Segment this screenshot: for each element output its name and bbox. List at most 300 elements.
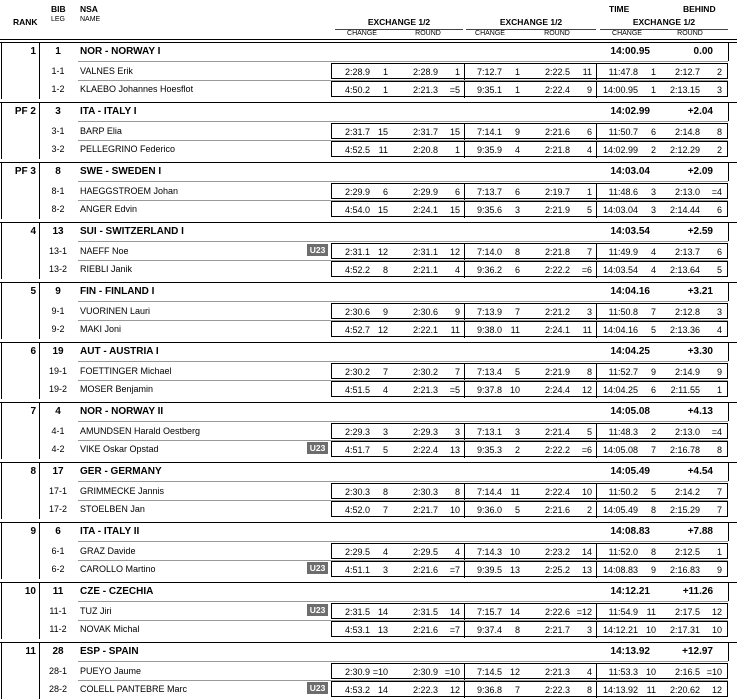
- team-row: [0, 103, 737, 121]
- leg-row: [0, 561, 737, 578]
- round-2: 2:21.3: [544, 667, 570, 677]
- change-header-3: CHANGE: [612, 30, 642, 37]
- leg-row: [0, 423, 737, 440]
- change-3-rank: 3: [650, 205, 656, 215]
- round-3: 2:14.44: [669, 205, 700, 215]
- u23-badge: U23: [307, 562, 328, 574]
- split-grid: [331, 603, 728, 619]
- round-1-rank: =10: [444, 667, 460, 677]
- round-2: 2:24.4: [544, 385, 570, 395]
- round-1: 2:30.2: [412, 367, 438, 377]
- change-3: 14:04.16: [602, 325, 638, 335]
- change-2: 7:13.9: [476, 307, 502, 317]
- split-grid: [331, 501, 728, 517]
- round-2-rank: 4: [586, 667, 592, 677]
- time-header: TIME: [609, 4, 630, 14]
- change-3-rank: 1: [650, 67, 656, 77]
- change-1-rank: 14: [377, 685, 388, 695]
- change-3-rank: 5: [650, 487, 656, 497]
- grid-divider: [596, 424, 597, 440]
- leg-header: LEG: [51, 16, 66, 23]
- leg-bib: 8-1: [51, 186, 65, 196]
- team-bib: 9: [55, 286, 61, 297]
- change-3-rank: 6: [650, 385, 656, 395]
- team-name: CZE - CZECHIA: [80, 586, 154, 597]
- round-2-rank: 9: [586, 85, 592, 95]
- grid-divider: [596, 184, 597, 200]
- round-3-rank: 12: [711, 685, 722, 695]
- grid-divider: [596, 604, 597, 620]
- change-2-rank: 6: [514, 265, 520, 275]
- round-3: 2:16.83: [669, 565, 700, 575]
- round-1: 2:29.5: [412, 547, 438, 557]
- change-2: 9:35.9: [476, 145, 502, 155]
- row-separator: [78, 301, 728, 302]
- round-1: 2:30.9: [412, 667, 438, 677]
- grid-divider: [464, 562, 465, 578]
- round-3: 2:13.0: [674, 427, 700, 437]
- row-separator: [78, 661, 728, 662]
- round-3-rank: 5: [716, 265, 722, 275]
- exchange-2-header: EXCHANGE 1/2: [499, 17, 563, 27]
- team-behind: 0.00: [693, 46, 713, 57]
- team-rank: 6: [30, 346, 36, 357]
- team-block: [0, 522, 737, 579]
- round-1-rank: 10: [449, 505, 460, 515]
- change-2-rank: 1: [514, 67, 520, 77]
- round-3: 2:13.0: [674, 187, 700, 197]
- change-1: 2:29.5: [344, 547, 370, 557]
- round-3-rank: 4: [716, 325, 722, 335]
- split-grid: [331, 621, 728, 637]
- change-2-rank: 3: [514, 427, 520, 437]
- change-1: 2:31.7: [344, 127, 370, 137]
- athlete-name: MOSER Benjamin: [80, 384, 154, 394]
- change-3-rank: 10: [645, 667, 656, 677]
- round-2: 2:21.6: [544, 127, 570, 137]
- team-name: NOR - NORWAY II: [80, 406, 164, 417]
- team-bib: 28: [52, 646, 64, 657]
- team-bib: 17: [52, 466, 64, 477]
- team-time: 14:12.21: [610, 586, 650, 597]
- round-1: 2:21.7: [412, 505, 438, 515]
- team-name: NOR - NORWAY I: [80, 46, 161, 57]
- round-2-rank: 6: [586, 127, 592, 137]
- grid-divider: [596, 364, 597, 380]
- leg-bib: 6-2: [51, 564, 65, 574]
- change-1: 2:30.3: [344, 487, 370, 497]
- change-3-rank: 2: [650, 145, 656, 155]
- grid-divider: [464, 322, 465, 338]
- team-time: 14:05.08: [610, 406, 650, 417]
- split-grid: [331, 681, 728, 697]
- round-1-rank: 6: [454, 187, 460, 197]
- change-1-rank: 15: [377, 127, 388, 137]
- leg-row: [0, 123, 737, 140]
- leg-row: [0, 441, 737, 458]
- round-2: 2:21.7: [544, 625, 570, 635]
- u23-badge: U23: [307, 442, 328, 454]
- round-3-rank: 7: [716, 487, 722, 497]
- team-behind: +3.21: [687, 286, 713, 297]
- leg-row: [0, 63, 737, 80]
- split-grid: [331, 363, 728, 379]
- round-3-rank: 1: [716, 547, 722, 557]
- round-2-rank: 12: [581, 385, 592, 395]
- athlete-name: FOETTINGER Michael: [80, 366, 172, 376]
- team-block: [0, 642, 737, 699]
- athlete-name: VALNES Erik: [80, 66, 133, 76]
- team-name: SUI - SWITZERLAND I: [80, 226, 184, 237]
- change-3: 11:48.3: [608, 427, 638, 437]
- change-1-rank: 1: [382, 85, 388, 95]
- name-header: NAME: [80, 16, 101, 23]
- change-2-rank: 8: [514, 625, 520, 635]
- athlete-name: GRAZ Davide: [80, 546, 136, 556]
- split-grid: [331, 81, 728, 97]
- round-1: 2:31.5: [412, 607, 438, 617]
- team-rank: 10: [24, 586, 36, 597]
- leg-bib: 11-1: [49, 606, 67, 616]
- round-2: 2:21.6: [544, 505, 570, 515]
- round-1-rank: 1: [454, 67, 460, 77]
- change-2: 7:14.4: [476, 487, 502, 497]
- change-1-rank: 5: [382, 445, 388, 455]
- round-3-rank: 3: [716, 307, 722, 317]
- round-3: 2:16.5: [674, 667, 700, 677]
- round-2-rank: 3: [586, 307, 592, 317]
- round-2: 2:22.5: [544, 67, 570, 77]
- change-2: 7:12.7: [476, 67, 502, 77]
- grid-divider: [596, 124, 597, 140]
- grid-divider: [464, 604, 465, 620]
- athlete-name: AMUNDSEN Harald Oestberg: [80, 426, 201, 436]
- leg-bib: 9-1: [51, 306, 65, 316]
- round-1-rank: 12: [449, 247, 460, 257]
- team-row: [0, 523, 737, 541]
- round-3-rank: 8: [716, 127, 722, 137]
- round-2-rank: 1: [586, 187, 592, 197]
- split-grid: [331, 123, 728, 139]
- change-1-rank: 3: [382, 427, 388, 437]
- leg-row: [0, 243, 737, 260]
- athlete-name: NOVAK Michal: [80, 624, 140, 634]
- team-block: [0, 162, 737, 219]
- athlete-name: PELLEGRINO Federico: [80, 144, 176, 154]
- split-grid: [331, 381, 728, 397]
- change-2-rank: 10: [509, 385, 520, 395]
- change-1: 4:51.1: [344, 565, 370, 575]
- team-name: ITA - ITALY I: [80, 106, 137, 117]
- leg-row: [0, 141, 737, 158]
- leg-bib: 17-1: [48, 486, 67, 496]
- change-2: 7:13.7: [476, 187, 502, 197]
- change-1: 4:52.5: [344, 145, 370, 155]
- change-2: 9:39.5: [476, 565, 502, 575]
- round-1: 2:21.3: [412, 385, 438, 395]
- round-2-rank: 5: [586, 427, 592, 437]
- leg-bib: 28-2: [48, 684, 67, 694]
- round-3: 2:16.78: [669, 445, 700, 455]
- team-behind: +12.97: [682, 646, 713, 657]
- team-bib: 11: [52, 586, 64, 597]
- team-behind: +4.54: [687, 466, 713, 477]
- team-row: [0, 343, 737, 361]
- team-bib: 19: [52, 346, 64, 357]
- team-rank: PF 2: [14, 106, 36, 117]
- change-2-rank: 11: [510, 325, 520, 335]
- round-2-rank: 5: [586, 205, 592, 215]
- team-row: [0, 223, 737, 241]
- team-name: SWE - SWEDEN I: [80, 166, 162, 177]
- change-1-rank: 11: [378, 145, 388, 155]
- team-behind: +2.09: [687, 166, 713, 177]
- team-rank: 9: [30, 526, 36, 537]
- change-3-rank: 4: [650, 265, 656, 275]
- team-time: 14:03.04: [610, 166, 650, 177]
- round-3-rank: =10: [706, 667, 722, 677]
- leg-row: [0, 483, 737, 500]
- change-3: 14:08.83: [602, 565, 638, 575]
- round-3: 2:12.5: [674, 547, 700, 557]
- round-2: 2:21.9: [544, 205, 570, 215]
- split-grid: [331, 261, 728, 277]
- change-3-rank: 7: [650, 307, 656, 317]
- leg-row: [0, 621, 737, 638]
- grid-divider: [464, 184, 465, 200]
- change-3: 14:13.92: [602, 685, 638, 695]
- row-separator: [78, 361, 728, 362]
- change-2-rank: 11: [510, 487, 520, 497]
- change-2-rank: 7: [514, 307, 520, 317]
- grid-divider: [464, 382, 465, 398]
- grid-divider: [596, 502, 597, 518]
- round-1-rank: 13: [449, 445, 460, 455]
- grid-divider: [464, 544, 465, 560]
- leg-row: [0, 303, 737, 320]
- round-1: 2:24.1: [412, 205, 438, 215]
- split-grid: [331, 321, 728, 337]
- grid-divider: [464, 424, 465, 440]
- grid-divider: [596, 622, 597, 638]
- round-2: 2:21.4: [544, 427, 570, 437]
- round-3-rank: 9: [716, 367, 722, 377]
- round-1: 2:21.6: [412, 625, 438, 635]
- round-3-rank: 2: [716, 67, 722, 77]
- change-1: 2:30.2: [344, 367, 370, 377]
- round-1-rank: 11: [450, 325, 460, 335]
- split-grid: [331, 543, 728, 559]
- team-row: [0, 643, 737, 661]
- team-behind: +2.59: [687, 226, 713, 237]
- grid-divider: [464, 442, 465, 458]
- round-2-rank: 2: [586, 505, 592, 515]
- change-2: 9:38.0: [476, 325, 502, 335]
- athlete-name: PUEYO Jaume: [80, 666, 142, 676]
- change-2: 7:14.3: [476, 547, 502, 557]
- round-2: 2:24.1: [544, 325, 570, 335]
- leg-bib: 3-2: [51, 144, 65, 154]
- leg-bib: 19-2: [48, 384, 67, 394]
- change-3: 14:02.99: [602, 145, 638, 155]
- change-2: 7:13.4: [476, 367, 502, 377]
- change-1: 4:50.2: [344, 85, 370, 95]
- change-2-rank: 2: [514, 445, 520, 455]
- grid-divider: [464, 124, 465, 140]
- round-2: 2:19.7: [544, 187, 570, 197]
- round-3: 2:15.29: [669, 505, 700, 515]
- leg-row: [0, 201, 737, 218]
- leg-row: [0, 381, 737, 398]
- round-3: 2:13.15: [669, 85, 700, 95]
- athlete-name: KLAEBO Johannes Hoesflot: [80, 84, 194, 94]
- round-3-rank: 9: [716, 565, 722, 575]
- round-3: 2:12.7: [674, 67, 700, 77]
- change-2-rank: 4: [514, 145, 520, 155]
- grid-divider: [596, 82, 597, 98]
- grid-divider: [596, 562, 597, 578]
- change-3: 11:54.9: [608, 607, 638, 617]
- team-block: [0, 222, 737, 279]
- change-3-rank: 11: [646, 685, 656, 695]
- round-2-rank: 3: [586, 625, 592, 635]
- team-row: [0, 163, 737, 181]
- team-time: 14:13.92: [610, 646, 650, 657]
- round-3: 2:13.64: [669, 265, 700, 275]
- grid-divider: [596, 262, 597, 278]
- round-1-rank: 1: [454, 145, 460, 155]
- split-grid: [331, 63, 728, 79]
- grid-divider: [596, 322, 597, 338]
- leg-bib: 28-1: [48, 666, 67, 676]
- round-3-rank: 1: [716, 385, 722, 395]
- team-bib: 1: [55, 46, 61, 57]
- round-1-rank: 3: [454, 427, 460, 437]
- team-block: [0, 102, 737, 159]
- team-bib: 6: [55, 526, 61, 537]
- change-2: 9:36.0: [476, 505, 502, 515]
- exchange-1-header: EXCHANGE 1/2: [367, 17, 431, 27]
- round-3: 2:12.8: [674, 307, 700, 317]
- leg-bib: 6-1: [51, 546, 65, 556]
- team-rank: PF 3: [14, 166, 36, 177]
- athlete-name: COLELL PANTEBRE Marc: [80, 684, 188, 694]
- round-2: 2:21.8: [544, 145, 570, 155]
- exchange-3-header: EXCHANGE 1/2: [632, 17, 696, 27]
- change-2: 9:35.1: [476, 85, 502, 95]
- round-3-rank: 3: [716, 85, 722, 95]
- leg-row: [0, 81, 737, 98]
- change-2-rank: 7: [514, 685, 520, 695]
- change-1-rank: 13: [377, 625, 388, 635]
- round-2-rank: 14: [581, 547, 592, 557]
- change-3: 14:05.49: [602, 505, 638, 515]
- u23-badge: U23: [307, 682, 328, 694]
- change-2-rank: 1: [514, 85, 520, 95]
- change-1-rank: 1: [382, 67, 388, 77]
- behind-header: BEHIND: [683, 4, 716, 14]
- change-2: 7:15.7: [476, 607, 502, 617]
- round-1-rank: 15: [449, 205, 460, 215]
- team-name: ESP - SPAIN: [80, 646, 139, 657]
- round-2: 2:21.9: [544, 367, 570, 377]
- round-header-1: ROUND: [415, 30, 441, 37]
- team-bib: 8: [55, 166, 61, 177]
- grid-divider: [596, 142, 597, 158]
- grid-divider: [464, 664, 465, 680]
- team-row: [0, 583, 737, 601]
- round-2-rank: 7: [586, 247, 592, 257]
- round-3: 2:14.2: [674, 487, 700, 497]
- change-header-2: CHANGE: [475, 30, 505, 37]
- team-time: 14:08.83: [610, 526, 650, 537]
- change-3-rank: 7: [650, 445, 656, 455]
- change-3-rank: 9: [650, 565, 656, 575]
- change-3-rank: 2: [650, 427, 656, 437]
- round-2: 2:22.3: [544, 685, 570, 695]
- round-1: 2:21.1: [412, 265, 438, 275]
- change-3: 14:03.54: [602, 265, 638, 275]
- grid-divider: [596, 382, 597, 398]
- team-block: [0, 282, 737, 339]
- team-row: [0, 43, 737, 61]
- change-3: 14:05.08: [602, 445, 638, 455]
- team-row: [0, 283, 737, 301]
- change-3-rank: 9: [650, 367, 656, 377]
- change-1: 2:29.9: [344, 187, 370, 197]
- change-1: 4:52.2: [344, 265, 370, 275]
- change-2: 7:13.1: [476, 427, 502, 437]
- round-3: 2:11.55: [670, 385, 700, 395]
- grid-divider: [596, 202, 597, 218]
- round-2-rank: 11: [582, 67, 592, 77]
- change-3-rank: 11: [646, 607, 656, 617]
- round-2-rank: =6: [581, 445, 592, 455]
- round-3-rank: =4: [711, 427, 722, 437]
- change-3: 11:48.6: [608, 187, 638, 197]
- change-2-rank: 5: [514, 367, 520, 377]
- change-1-rank: 15: [377, 205, 388, 215]
- round-2-rank: 13: [581, 565, 592, 575]
- leg-row: [0, 663, 737, 680]
- round-3: 2:14.9: [674, 367, 700, 377]
- change-3-rank: 1: [650, 85, 656, 95]
- change-1: 2:30.9: [344, 667, 370, 677]
- round-1-rank: 4: [454, 265, 460, 275]
- athlete-name: CAROLLO Martino: [80, 564, 156, 574]
- round-1-rank: 4: [454, 547, 460, 557]
- leg-row: [0, 261, 737, 278]
- team-time: 14:03.54: [610, 226, 650, 237]
- split-grid: [331, 201, 728, 217]
- round-header-3: ROUND: [677, 30, 703, 37]
- grid-divider: [596, 442, 597, 458]
- round-3: 2:13.36: [669, 325, 700, 335]
- leg-bib: 4-1: [51, 426, 65, 436]
- team-behind: +2.04: [687, 106, 713, 117]
- round-1: 2:31.1: [412, 247, 438, 257]
- athlete-name: ANGER Edvin: [80, 204, 138, 214]
- round-3: 2:14.8: [674, 127, 700, 137]
- change-3: 14:03.04: [602, 205, 638, 215]
- change-1-rank: 4: [382, 547, 388, 557]
- change-1-rank: 6: [382, 187, 388, 197]
- grid-divider: [596, 304, 597, 320]
- change-1-rank: 3: [382, 565, 388, 575]
- grid-divider: [464, 262, 465, 278]
- leg-bib: 13-1: [48, 246, 67, 256]
- change-1-rank: 12: [377, 325, 388, 335]
